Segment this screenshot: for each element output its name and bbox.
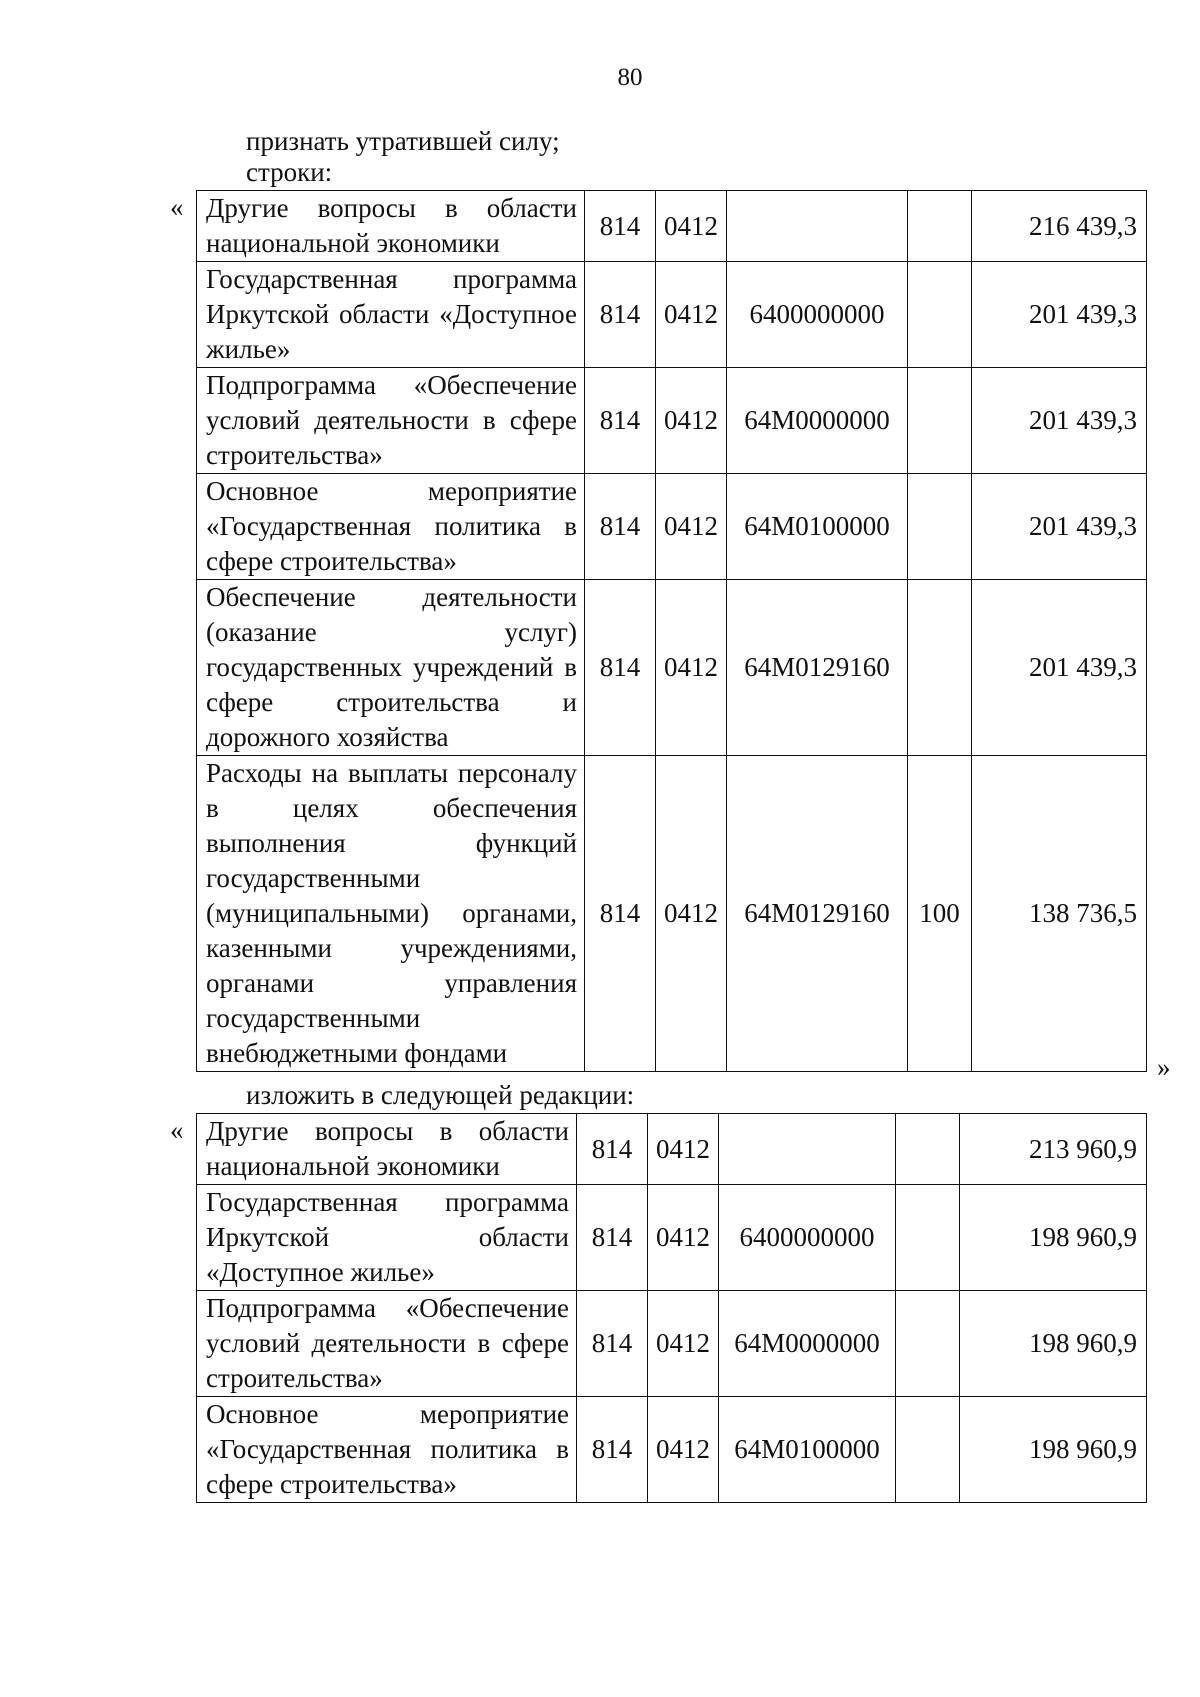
- cell-vr: [908, 368, 972, 474]
- cell-grbs: 814: [577, 1185, 648, 1291]
- cell-grbs: 814: [585, 474, 656, 580]
- table-row: [197, 262, 1147, 368]
- cell-grbs: 814: [577, 1291, 648, 1397]
- intro-line-1: признать утратившей силу;: [246, 126, 560, 156]
- cell-csr: 64М0129160: [727, 756, 908, 1072]
- budget-table-new: [196, 1113, 1147, 1503]
- cell-sum: 198 960,9: [960, 1185, 1147, 1291]
- budget-table-struck: [196, 190, 1147, 1072]
- table-row: [197, 1291, 1147, 1397]
- table-row: [197, 756, 1147, 1072]
- middle-line: изложить в следующей редакции:: [246, 1080, 635, 1110]
- cell-rzpr: 0412: [648, 1185, 719, 1291]
- cell-grbs: 814: [585, 262, 656, 368]
- cell-grbs: 814: [577, 1397, 648, 1503]
- cell-rzpr: 0412: [648, 1114, 719, 1185]
- cell-rzpr: 0412: [648, 1397, 719, 1503]
- row-name: Государственная программа Иркутской области «Доступное жилье»: [197, 262, 585, 368]
- cell-sum: 198 960,9: [960, 1291, 1147, 1397]
- table-row: [197, 191, 1147, 262]
- cell-csr: 64М0100000: [727, 474, 908, 580]
- table-row: [197, 474, 1147, 580]
- intro-line-2: строки:: [246, 157, 333, 187]
- table-row: [197, 368, 1147, 474]
- cell-grbs: 814: [577, 1114, 648, 1185]
- row-name: Другие вопросы в области национальной экономики: [197, 1114, 577, 1185]
- cell-grbs: 814: [585, 191, 656, 262]
- page-number: 80: [617, 64, 643, 91]
- cell-sum: 201 439,3: [972, 474, 1147, 580]
- cell-rzpr: 0412: [656, 580, 727, 756]
- table-row: [197, 580, 1147, 756]
- cell-sum: 201 439,3: [972, 368, 1147, 474]
- open-quote-1: «: [170, 192, 184, 222]
- cell-csr: [719, 1114, 896, 1185]
- cell-rzpr: 0412: [648, 1291, 719, 1397]
- cell-vr: 100: [908, 756, 972, 1072]
- cell-vr: [908, 262, 972, 368]
- cell-grbs: 814: [585, 756, 656, 1072]
- cell-vr: [896, 1114, 960, 1185]
- cell-sum: 213 960,9: [960, 1114, 1147, 1185]
- cell-csr: 6400000000: [727, 262, 908, 368]
- cell-vr: [896, 1185, 960, 1291]
- cell-sum: 198 960,9: [960, 1397, 1147, 1503]
- table-row: [197, 1185, 1147, 1291]
- row-name: Государственная программа Иркутской области «Доступное жилье»: [197, 1185, 577, 1291]
- cell-grbs: 814: [585, 580, 656, 756]
- row-name: Обеспечение деятельности (оказание услуг) государственных учреждений в сфере строительства и дорожного хозяйства: [197, 580, 585, 756]
- cell-vr: [896, 1397, 960, 1503]
- cell-csr: 64М0129160: [727, 580, 908, 756]
- cell-csr: 64М0000000: [719, 1291, 896, 1397]
- cell-grbs: 814: [585, 368, 656, 474]
- cell-sum: 201 439,3: [972, 262, 1147, 368]
- cell-csr: 6400000000: [719, 1185, 896, 1291]
- cell-vr: [908, 191, 972, 262]
- open-quote-2: «: [170, 1115, 184, 1145]
- row-name: Подпрограмма «Обеспечение условий деятельности в сфере строительства»: [197, 1291, 577, 1397]
- cell-rzpr: 0412: [656, 191, 727, 262]
- cell-vr: [908, 580, 972, 756]
- row-name: Подпрограмма «Обеспечение условий деятельности в сфере строительства»: [197, 368, 585, 474]
- cell-csr: [727, 191, 908, 262]
- cell-rzpr: 0412: [656, 474, 727, 580]
- cell-vr: [908, 474, 972, 580]
- row-name: Расходы на выплаты персоналу в целях обеспечения выполнения функций государственными (муниципальными) органами, казенными учреждениями, органами управления государственными внебюджетными фондами: [197, 756, 585, 1072]
- close-quote: »: [1157, 1052, 1171, 1082]
- table-row: [197, 1114, 1147, 1185]
- row-name: Другие вопросы в области национальной экономики: [197, 191, 585, 262]
- cell-rzpr: 0412: [656, 262, 727, 368]
- cell-sum: 138 736,5: [972, 756, 1147, 1072]
- cell-vr: [896, 1291, 960, 1397]
- cell-csr: 64М0000000: [727, 368, 908, 474]
- row-name: Основное мероприятие «Государственная политика в сфере строительства»: [197, 1397, 577, 1503]
- cell-csr: 64М0100000: [719, 1397, 896, 1503]
- row-name: Основное мероприятие «Государственная политика в сфере строительства»: [197, 474, 585, 580]
- cell-sum: 216 439,3: [972, 191, 1147, 262]
- cell-rzpr: 0412: [656, 368, 727, 474]
- table-row: [197, 1397, 1147, 1503]
- cell-rzpr: 0412: [656, 756, 727, 1072]
- cell-sum: 201 439,3: [972, 580, 1147, 756]
